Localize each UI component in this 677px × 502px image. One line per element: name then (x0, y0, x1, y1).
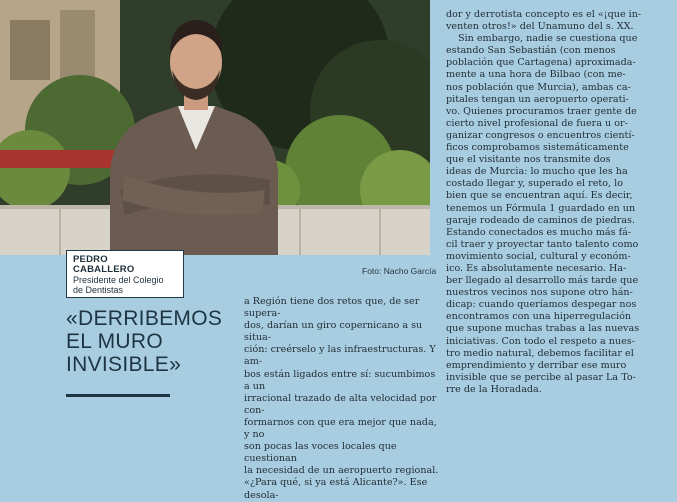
right-column (446, 9, 672, 396)
text-line: irracional trazado de alta velocidad por con- (244, 392, 437, 416)
text-line: cierto nivel profesional de fuera u or- (446, 117, 628, 129)
text-line: son pocas las voces locales que cuestionan (244, 441, 397, 465)
text-line: dos, darían un giro copernicano a su situa- (244, 320, 423, 344)
text-line: nuestros vecinos nos supone otro hán- (446, 287, 633, 299)
text-line: pitales tengan un aeropuerto operati- (446, 93, 629, 105)
text-line: mente a una hora de Bilbao (con me- (446, 69, 626, 81)
text-line: Estando conectados es mucho más fá- (446, 226, 632, 238)
text-line: población que Cartagena) aproximada- (446, 57, 636, 69)
text-line: invisible que se percibe al pasar La To- (446, 371, 636, 383)
author-role-line1: Presidente del Colegio (73, 275, 164, 285)
text-line: ber llegado al desarrollo más tarde que (446, 275, 639, 287)
text-line: garaje rodeado de caminos de piedras. (446, 214, 635, 226)
text-line: costado llegar y, superado el reto, lo (446, 178, 623, 190)
headline-line2: EL MURO (66, 330, 163, 353)
text-line: la necesidad de un aeropuerto regional. (244, 465, 439, 477)
text-line: cil traer y proyectar tanto talento como (446, 238, 639, 250)
text-line: dor y derrotista concepto es el «¡que in- (446, 9, 642, 20)
author-byline (66, 250, 184, 298)
article-headline (66, 307, 226, 376)
headline-rule (66, 394, 170, 397)
text-line: tro medio natural, debemos facilitar el (446, 347, 634, 359)
text-line: bien que se encuentran aquí. Es decir, (446, 190, 633, 202)
text-line: movimiento social, cultural y económ- (446, 250, 631, 262)
middle-column (244, 296, 440, 502)
text-line: ción: creérselo y las infraestructuras. Y am- (244, 344, 436, 368)
author-role-line2: de Dentistas (73, 285, 124, 295)
text-line: rre de la Horadada. (446, 383, 542, 395)
text-line: formarnos con que era mejor que nada, y no (244, 416, 437, 441)
text-line: tenemos un Fórmula 1 guardado en un (446, 202, 636, 214)
text-line: ganizar congresos o encuentros cientí- (446, 129, 635, 141)
text-line: Sin embargo, nadie se cuestiona que (458, 33, 638, 45)
photo-credit: Foto: Nacho García (362, 266, 437, 276)
text-line: estando San Sebastián (con menos (446, 45, 616, 57)
text-line: emprendimiento y derribar ese muro (446, 359, 627, 371)
text-line: encontramos con una hiperregulación (446, 311, 632, 323)
text-line: que el visitante nos transmite dos (446, 154, 611, 166)
text-line: que supone muchas trabas a las nuevas (446, 323, 640, 335)
text-line: ficos comprobamos sistemáticamente (446, 142, 629, 154)
author-name-line2: CABALLERO (73, 264, 135, 275)
text-line: iniciativas. Con todo el respeto a nues- (446, 335, 635, 347)
text-line: venten otros!» del Unamuno del s. XX. (446, 21, 634, 33)
text-line: ideas de Murcia: lo mucho que les ha (446, 166, 628, 178)
headline-line1: «DERRIBEMOS (66, 307, 223, 330)
portrait-photo (0, 0, 430, 255)
text-line: vo. Quienes procuramos traer gente de (446, 105, 637, 117)
text-line: a Región tiene dos retos que, de ser supera- (244, 296, 420, 320)
text-line: «¿Para qué, si ya está Alicante?». Ese desola- (244, 477, 428, 501)
author-name-line1: PEDRO (73, 254, 108, 265)
text-line: bos están ligados entre sí: sucumbimos a un (244, 368, 436, 392)
text-line: nos población que Murcia), ambas ca- (446, 81, 631, 93)
portrait-illustration (0, 0, 430, 255)
text-line: dicap: cuando queríamos despegar nos (446, 299, 637, 311)
headline-line3: INVISIBLE» (66, 353, 182, 376)
text-line: ico. Es absolutamente necesario. Ha- (446, 262, 627, 274)
